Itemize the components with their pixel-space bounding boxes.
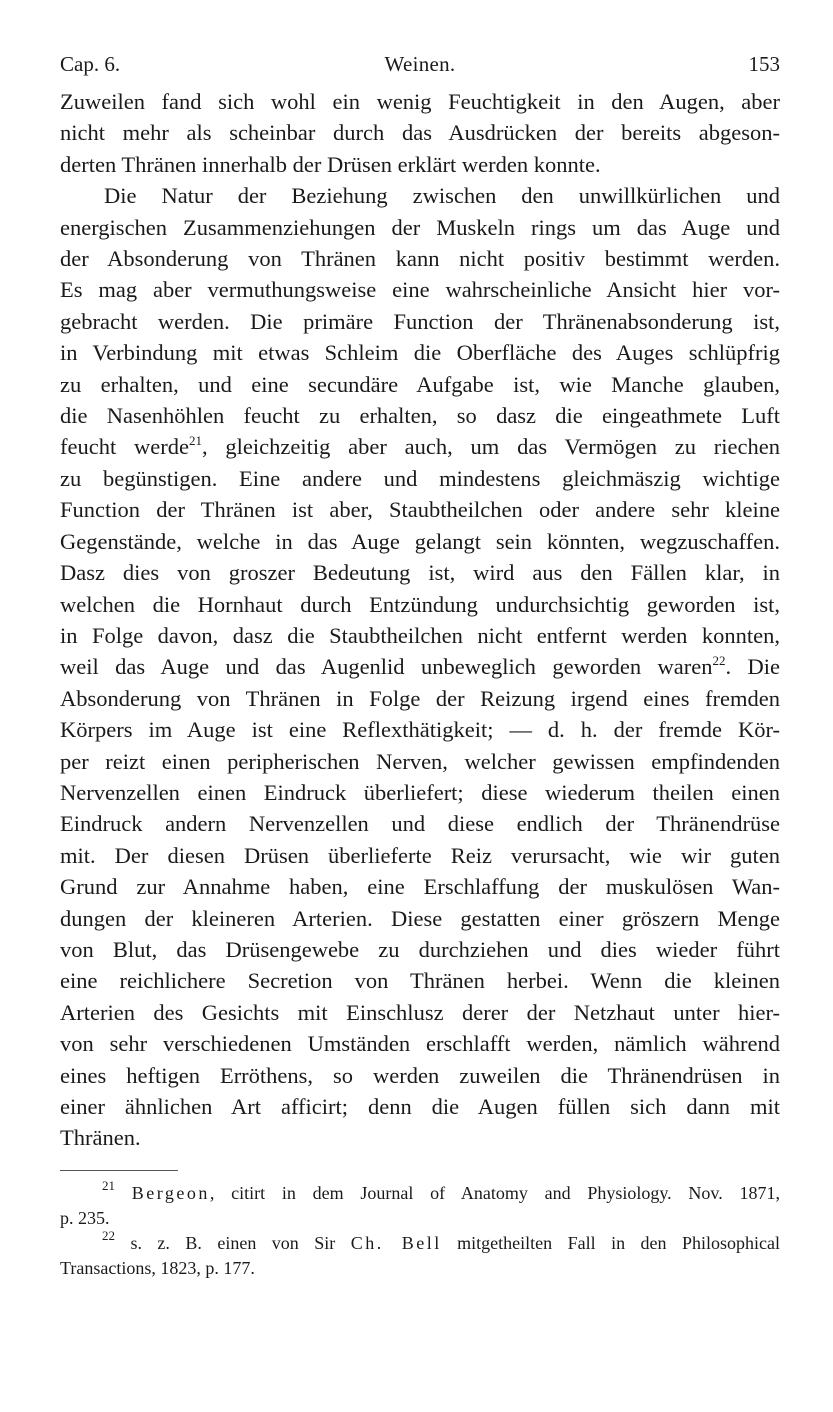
text-line: mit. Der diesen Drüsen überlieferte Reiz verursacht, wie wir guten (60, 842, 780, 868)
text-line: dungen der kleineren Arterien. Diese gestatten einer gröszern Menge (60, 905, 780, 931)
text-line (60, 651, 780, 682)
footnote-22 (60, 1227, 780, 1256)
text-line: in Verbindung mit etwas Schleim die Oberfläche des Auges schlüpfrig (60, 340, 780, 366)
text-line: Körpers im Auge ist eine Reflexthätigkeit; — d. h. der fremde Kör- (60, 717, 780, 743)
text-line: Die Natur der Beziehung zwischen den unwillkürlichen und (104, 183, 780, 209)
page-number: 153 (748, 52, 780, 76)
text-line: einer ähnlichen Art afficirt; denn die Augen füllen sich dann mit (60, 1094, 780, 1119)
text-fragment: , gleichzeitig aber auch, um das Vermögen zu riechen (201, 434, 780, 460)
text-line: Nervenzellen einen Eindruck überliefert; diese wiederum theilen einen (60, 779, 780, 805)
text-line: zu erhalten, und eine secundäre Aufgabe ist, wie Manche glauben, (60, 371, 780, 397)
footnote-author: Ch. Bell (350, 1232, 442, 1253)
footnote-21-cont: p. 235. (60, 1207, 110, 1228)
text-line: Thränen. (60, 1125, 141, 1151)
text-line: derten Thränen innerhalb der Drüsen erklärt werden konnte. (60, 151, 601, 177)
body-text (60, 86, 780, 1154)
footnote-divider (60, 1170, 178, 1171)
footnotes (60, 1177, 780, 1281)
footnote-ref-21[interactable]: 21 (188, 433, 202, 449)
text-line: welchen die Hornhaut durch Entzündung undurchsichtig geworden ist, (60, 591, 780, 617)
text-fragment: . Die (725, 654, 780, 680)
book-page (60, 52, 780, 1281)
text-line: energischen Zusammenziehungen der Muskeln rings um das Auge und (60, 214, 780, 240)
running-header (60, 52, 780, 86)
text-line: eines heftigen Erröthens, so werden zuweilen die Thränendrüsen in (60, 1062, 780, 1088)
footnote-text: mitgetheilten Fall in den Philosophical (441, 1232, 780, 1253)
text-line: Es mag aber vermuthungsweise eine wahrscheinliche Ansicht hier vor- (60, 277, 780, 303)
footnote-text: , citirt in dem Journal of Anatomy and Physiology. Nov. 1871, (209, 1182, 780, 1203)
text-line: gebracht werden. Die primäre Function der Thränenabsonderung ist, (60, 308, 780, 334)
text-line: Eindruck andern Nervenzellen und diese endlich der Thränendrüse (60, 811, 780, 837)
footnote-ref-22[interactable]: 22 (712, 653, 726, 669)
text-fragment: weil das Auge und das Augenlid unbeweglich geworden waren (60, 654, 713, 680)
footnote-text: s. z. B. einen von Sir (130, 1232, 351, 1253)
text-line: nicht mehr als scheinbar durch das Ausdrücken der bereits abgeson- (60, 120, 780, 146)
running-title: Weinen. (384, 52, 456, 76)
text-line: die Nasenhöhlen feucht zu erhalten, so dasz die eingeathmete Luft (60, 403, 780, 429)
text-line: Arterien des Gesichts mit Einschlusz derer der Netzhaut unter hier- (60, 999, 780, 1025)
text-line: in Folge davon, dasz die Staubtheilchen nicht entfernt werden konnten, (60, 622, 780, 648)
footnote-author: Bergeon (131, 1182, 210, 1203)
chapter-label: Cap. 6. (60, 52, 121, 76)
text-line: Zuweilen fand sich wohl ein wenig Feuchtigkeit in den Augen, aber (60, 89, 780, 114)
footnote-number: 22 (102, 1227, 115, 1243)
text-line: per reizt einen peripherischen Nerven, welcher gewissen empfindenden (60, 748, 780, 774)
text-line: von Blut, das Drüsengewebe zu durchziehen und dies wieder führt (60, 936, 780, 962)
text-line: Dasz dies von groszer Bedeutung ist, wird aus den Fällen klar, in (60, 560, 780, 586)
text-line: von sehr verschiedenen Umständen erschlafft werden, nämlich während (60, 1031, 780, 1057)
footnote-21 (60, 1177, 780, 1206)
text-fragment: feucht werde (60, 434, 189, 460)
text-line: der Absonderung von Thränen kann nicht positiv bestimmt werden. (60, 246, 780, 272)
text-line (60, 431, 780, 462)
text-line: Grund zur Annahme haben, eine Erschlaffung der muskulösen Wan- (60, 874, 780, 900)
text-line: zu begünstigen. Eine andere und mindestens gleichmäszig wichtige (60, 465, 780, 491)
footnote-22-cont: Transactions, 1823, p. 177. (60, 1257, 255, 1278)
text-line: eine reichlichere Secretion von Thränen herbei. Wenn die kleinen (60, 968, 780, 994)
text-line: Gegenstände, welche in das Auge gelangt sein könnten, wegzuschaffen. (60, 528, 780, 554)
text-line: Function der Thränen ist aber, Staubtheilchen oder andere sehr kleine (60, 497, 780, 523)
footnote-number: 21 (102, 1177, 115, 1193)
text-line: Absonderung von Thränen in Folge der Reizung irgend eines fremden (60, 685, 780, 711)
